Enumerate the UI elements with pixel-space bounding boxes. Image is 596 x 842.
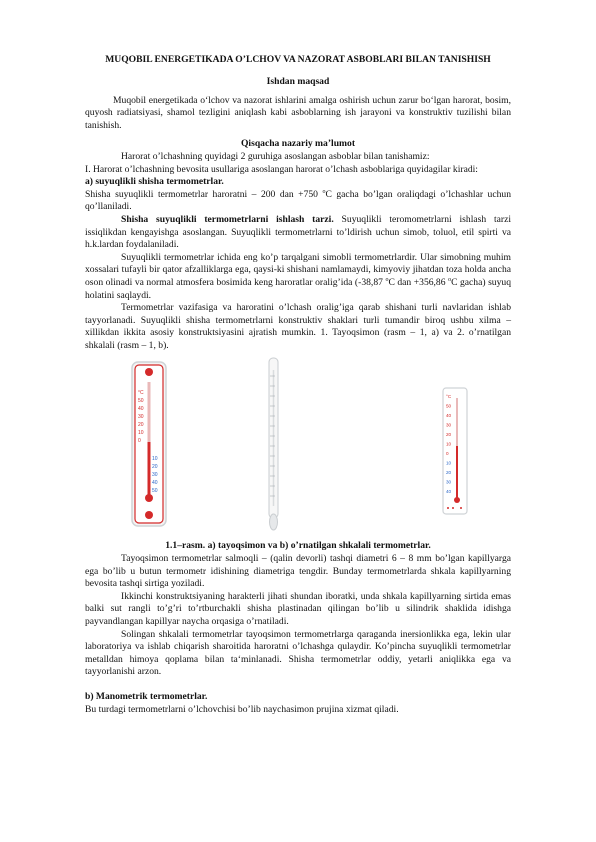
scale-label: 20 <box>152 464 158 471</box>
scale-label: 0 <box>446 451 449 457</box>
scale-label: 10 <box>138 430 144 437</box>
paragraph-10: Bu turdagi termometrlarni o’lchovchisi bo’lib naychasimon prujina xizmat qiladi. <box>85 703 399 715</box>
scale-label: 50 <box>446 403 452 409</box>
scale-label: °C <box>138 390 144 397</box>
scale-label: 40 <box>138 406 144 413</box>
paragraph-6: Termometrlar vazifasiga va haroratini o’lchash oralig’iga qarab shishani turli navlaridan ishlab tayyorlanadi. Suyuqlikli shisha termometrlarni konstruktiv shaklari turli tumandir biroq ushbu xilma – xillikdan ikkita asosiy konstruktsiyasini ajratish mumkin. 1. Tayoqsimon (rasm – 1, a) va 2. o’rnatilgan shkalali (rasm – 1, b). <box>85 302 511 351</box>
document-title: MUQOBIL ENERGETIKADA O’LCHOV VA NAZORAT ASBOBLARI BILAN TANISHISH <box>105 54 491 65</box>
aim-paragraph: Muqobil energetikada o‘lchov va nazorat ishlarini amalga oshirish uchun zarur bo‘lgan harorat, bosim, quyosh radiatsiyasi, shamol tezligini aniqlash kabi asboblarning ish jarayoni va konstruktiv tuzilishi bilan tanishish. <box>85 94 511 131</box>
theory-heading: Qisqacha nazariy ma’lumot <box>240 138 356 150</box>
scale-label: 20 <box>446 432 452 438</box>
section-b-heading: b) Manometrik termometrlar. <box>85 691 208 702</box>
section-a-heading: a) suyuqlikli shisha termometrlar. <box>85 176 224 188</box>
scale-label: 10 <box>446 441 452 447</box>
paragraph-3: Shisha suyuqlikli termometrlar haroratni – 200 dan +750 $^o$C gacha bo’lgan oraliqdagi o’lchashlar uchun qo’llaniladi. <box>85 188 511 213</box>
scale-label: 30 <box>446 422 452 428</box>
scale-label: 40 <box>446 489 452 495</box>
paragraph-4: Shisha suyuqlikli termometrlarni ishlash tarzi. Suyuqlikli teromometrlarni ishlash tarzi issiqlikdan kengayishga asoslangan. Suyuqlikli termometrlarni to’ldirish uchun simob, toluol, etil spirti va h.k.lardan foydalaniladi. <box>85 213 512 251</box>
thermometer-figure-b <box>441 386 471 518</box>
scale-label: 20 <box>446 470 452 476</box>
scale-label: 30 <box>152 472 158 479</box>
scale-label: 50 <box>152 488 158 495</box>
scale-label: 40 <box>152 480 158 487</box>
paragraph-2: I. Harorat o’lchashning bevosita usullariga asoslangan harorat o’lchash asboblariga quyidagilar kiradi: <box>85 163 478 175</box>
scale-label: 20 <box>138 422 144 429</box>
figure-caption: 1.1–rasm. a) tayoqsimon va b) o’rnatilgan shkalali termometrlar. <box>165 540 431 552</box>
scale-label: 30 <box>138 414 144 421</box>
paragraph-5: Suyuqlikli termometrlar ichida eng ko’p tarqalgani simobli termometrlardir. Ular simobning muhim xossalari tufayli bir qator afzalliklarga ega, qaysi-ki shishani namlamaydi, kimyoviy jihatdan toza holda ancha oson olinadi va normal atmosfera bosimida keng haroratlar oralig’ida (-38,87 $^o$C dan +356,86 $^o$C gacha) suyuq holatini saqlaydi. <box>85 251 511 301</box>
paragraph-8: Ikkinchi konstruktsiyaning harakterli jihati shundan iboratki, unda shkala kapillyarning sirtida emas balki sut rangli to’g’ri to’rtburchakli shisha plastinadan qilingan bo’lib u silindrik shaklida idishga payvandlangan kapillyar naycha orqasiga o’rnatiladi. <box>85 590 511 628</box>
scale-label: °C <box>446 394 452 400</box>
thermometer-figures <box>85 356 511 534</box>
aim-heading: Ishdan maqsad <box>266 76 330 87</box>
document-page <box>85 54 511 716</box>
scale-label: 50 <box>138 398 144 405</box>
paragraph-7: Tayoqsimon termometrlar salmoqli – (qalin devorli) tashqi diametri 6 – 8 mm bo’lgan kapillyarga ega bo’lib u butun termometr idishining diametriga tengdir. Bunday termometrlarda shkala kapillyarning bevosita tashqi sirtiga yoziladi. <box>85 553 511 590</box>
paragraph-1: Harorat o’lchashning quyidagi 2 guruhiga asoslangan asboblar bilan tanishamiz: <box>121 150 430 162</box>
scale-label: 10 <box>446 460 452 466</box>
scale-label: 10 <box>152 456 158 463</box>
thermometer-figure-a <box>130 360 174 530</box>
scale-label: 30 <box>446 479 452 485</box>
scale-label: 0 <box>138 438 141 445</box>
thermometer-figure-middle <box>263 356 285 532</box>
paragraph-9: Solingan shkalali termometrlar tayoqsimon termometrlarga qaraganda inersionlikka ega, lekin ular laboratoriya va ishlab chiqarish sharoitida haroratni o’lchashga qulaydir. Ko’pincha suyuqlikli termometrlar metalldan himoya qoplama bilan ta‘minlanadi. Shisha termometrlar oddiy, yetarli aniqlikka ega va tayyorlanishi arzon. <box>85 628 511 678</box>
scale-label: 40 <box>446 413 452 419</box>
